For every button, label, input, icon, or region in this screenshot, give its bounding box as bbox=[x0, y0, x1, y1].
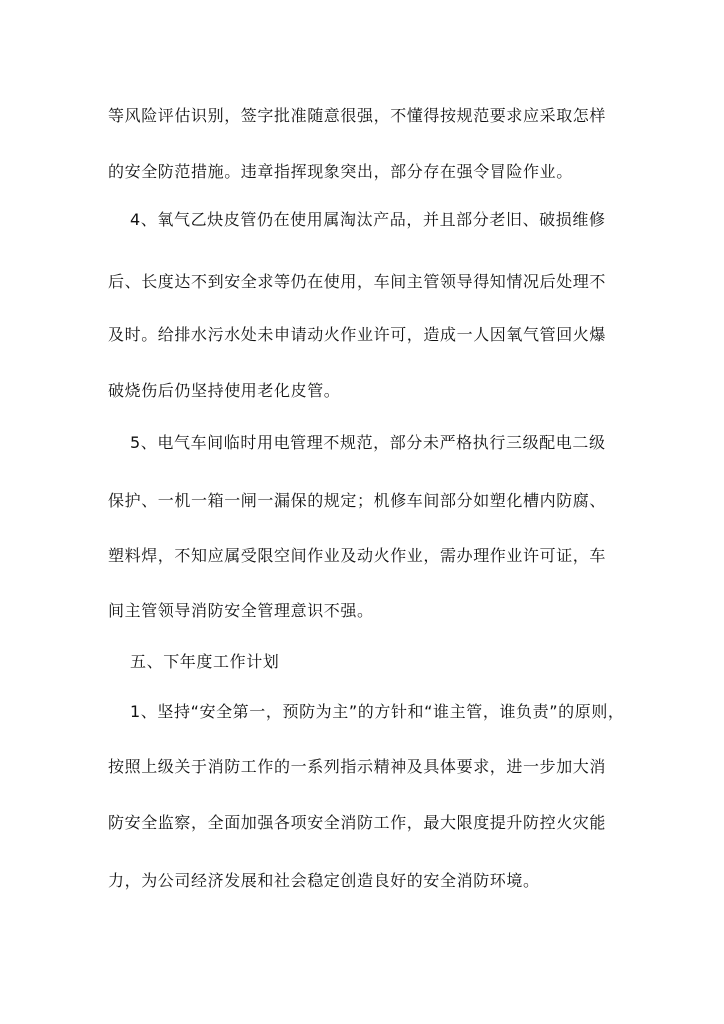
text-line-10: 间主管领导消防安全管理意识不强。 bbox=[108, 601, 374, 620]
text-line-9: 塑料焊，不知应属受限空间作业及动火作业，需办理作业许可证，车 bbox=[108, 546, 607, 565]
section-heading: 五、下年度工作计划 bbox=[130, 652, 280, 671]
text-line-3: 4、氧气乙炔皮管仍在使用属淘汰产品，并且部分老旧、破损维修 bbox=[130, 210, 606, 229]
text-line-6: 破烧伤后仍坚持使用老化皮管。 bbox=[108, 381, 341, 400]
text-line-2: 的安全防范措施。违章指挥现象突出，部分存在强令冒险作业。 bbox=[108, 162, 573, 181]
text-line-8: 保护、一机一箱一闸一漏保的规定；机修车间部分如塑化槽内防腐、 bbox=[108, 491, 607, 510]
text-line-12: 1、坚持“安全第一，预防为主”的方针和“谁主管，谁负责”的原则， bbox=[130, 702, 625, 721]
text-line-4: 后、长度达不到安全求等仍在使用，车间主管领导得知情况后处理不 bbox=[108, 272, 607, 291]
text-line-1: 等风险评估识别，签字批准随意很强，不懂得按规范要求应采取怎样 bbox=[108, 106, 607, 125]
text-line-13: 按照上级关于消防工作的一系列指示精神及具体要求，进一步加大消 bbox=[108, 757, 607, 776]
text-line-14: 防安全监察，全面加强各项安全消防工作，最大限度提升防控火灾能 bbox=[108, 813, 607, 832]
text-line-15: 力，为公司经济发展和社会稳定创造良好的安全消防环境。 bbox=[108, 871, 540, 890]
text-line-5: 及时。给排水污水处未申请动火作业许可，造成一人因氧气管回火爆 bbox=[108, 325, 607, 344]
text-line-7: 5、电气车间临时用电管理不规范，部分未严格执行三级配电二级 bbox=[130, 433, 606, 452]
